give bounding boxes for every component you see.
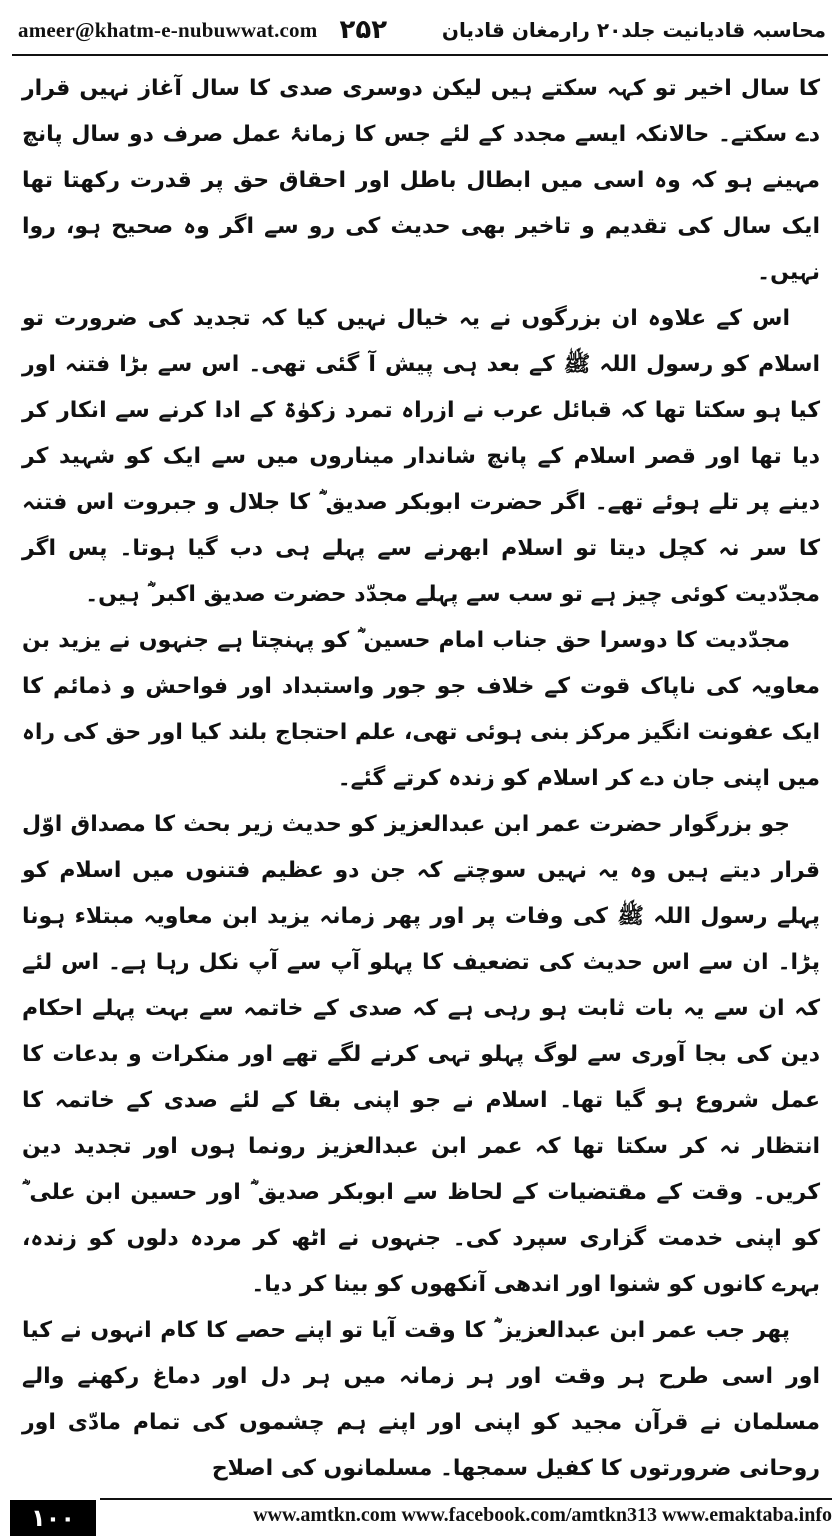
header-left (18, 15, 387, 45)
paragraph-2: اس کے علاوہ ان بزرگوں نے یہ خیال نہیں کیا کہ تجدید کی ضرورت تو اسلام کو رسول اللہ ﷺ کے بعد ہی پیش آ گئی تھی۔ اس سے بڑا فتنہ اور کیا ہو سکتا تھا کہ قبائل عرب نے ازراہ تمرد زکوٰۃ کے ادا کرنے سے انکار کر دیا تھا اور قصر اسلام کے پانچ شاندار میناروں میں سے ایک کو شہید کر دینے پر تلے ہوئے تھے۔ اگر حضرت ابوبکر صدیق ؓ کا جلال و جبروت اس فتنہ کا سر نہ کچل دیتا تو اسلام ابھرنے سے پہلے ہی دب گیا ہوتا۔ پس اگر مجدّدیت کوئی چیز ہے تو سب سے پہلے مجدّد حضرت صدیق اکبر ؓ ہیں۔ (22, 306, 820, 607)
page-footer (0, 1494, 840, 1540)
paragraph-1: کا سال اخیر تو کہہ سکتے ہیں لیکن دوسری صدی کا سال آغاز نہیں قرار دے سکتے۔ حالانکہ ایسے مجدد کے لئے جس کا زمانۂ عمل صرف دو سال پانچ مہینے ہو کہ وہ اسی میں ابطال باطل اور احقاق حق پر قدرت رکھتا تھا ایک سال کی تقدیم و تاخیر بھی حدیث کی رو سے اگر وہ صحیح ہو، روا نہیں۔ (22, 76, 820, 285)
footer-page-number: ۱۰۰ (10, 1500, 96, 1536)
page-body (22, 66, 820, 1492)
paragraph-4: جو بزرگوار حضرت عمر ابن عبدالعزیز کو حدیث زیر بحث کا مصداق اوّل قرار دیتے ہیں وہ یہ نہیں سوچتے کہ جن دو عظیم فتنوں میں اسلام کو پہلے رسول اللہ ﷺ کی وفات پر اور پھر زمانہ یزید ابن معاویہ مبتلاء ہونا پڑا۔ ان سے اس حدیث کی تضعیف کا پہلو آپ سے آپ نکل رہا ہے۔ اس لئے کہ ان سے یہ بات ثابت ہو رہی ہے کہ صدی کے خاتمہ سے بہت پہلے احکام دین کی بجا آوری سے لوگ پہلو تہی کرنے لگے تھے اور منکرات و بدعات کا عمل شروع ہو گیا تھا۔ اسلام نے جو اپنی بقا کے لئے صدی کے خاتمہ کا انتظار نہ کر سکتا تھا کہ عمر ابن عبدالعزیز رونما ہوں اور تجدید دین کریں۔ وقت کے مقتضیات کے لحاظ سے ابوبکر صدیق ؓ اور حسین ابن علی ؓ کو اپنی خدمت گزاری سپرد کی۔ جنہوں نے اٹھ کر مردہ دلوں کو زندہ، بہرے کانوں کو شنوا اور اندھی آنکھوں کو بینا کر دیا۔ (22, 812, 820, 1297)
header-page-number: ۲۵۲ (339, 15, 388, 45)
paragraph-5: پھر جب عمر ابن عبدالعزیز ؓ کا وقت آیا تو اپنے حصے کا کام انہوں نے کیا اور اسی طرح ہر وقت اور ہر زمانہ میں ہر دل اور دماغ رکھنے والے مسلمان نے قرآن مجید کو اپنی اور اپنے ہم چشموں کی تمام مادّی اور روحانی ضرورتوں کا کفیل سمجھا۔ مسلمانوں کی اصلاح (22, 1318, 820, 1481)
paragraph-3: مجدّدیت کا دوسرا حق جناب امام حسین ؓ کو پہنچتا ہے جنہوں نے یزید بن معاویہ کی ناپاک قوت کے خلاف جو جور واستبداد اور فواحش و ذمائم کا ایک عفونت انگیز مرکز بنی ہوئی تھی، علم احتجاج بلند کیا اور حق کی راہ میں اپنی جان دے کر اسلام کو زندہ کرتے گئے۔ (22, 628, 820, 791)
footer-divider (100, 1498, 832, 1500)
footer-links: www.amtkn.com www.facebook.com/amtkn313 www.emaktaba.info (253, 1504, 832, 1526)
page-header (18, 10, 826, 50)
header-book-title: محاسبہ قادیانیت جلد۲۰ رارمغان قادیان (441, 18, 826, 42)
header-divider (12, 54, 828, 56)
header-email: ameer@khatm-e-nubuwwat.com (18, 17, 318, 42)
